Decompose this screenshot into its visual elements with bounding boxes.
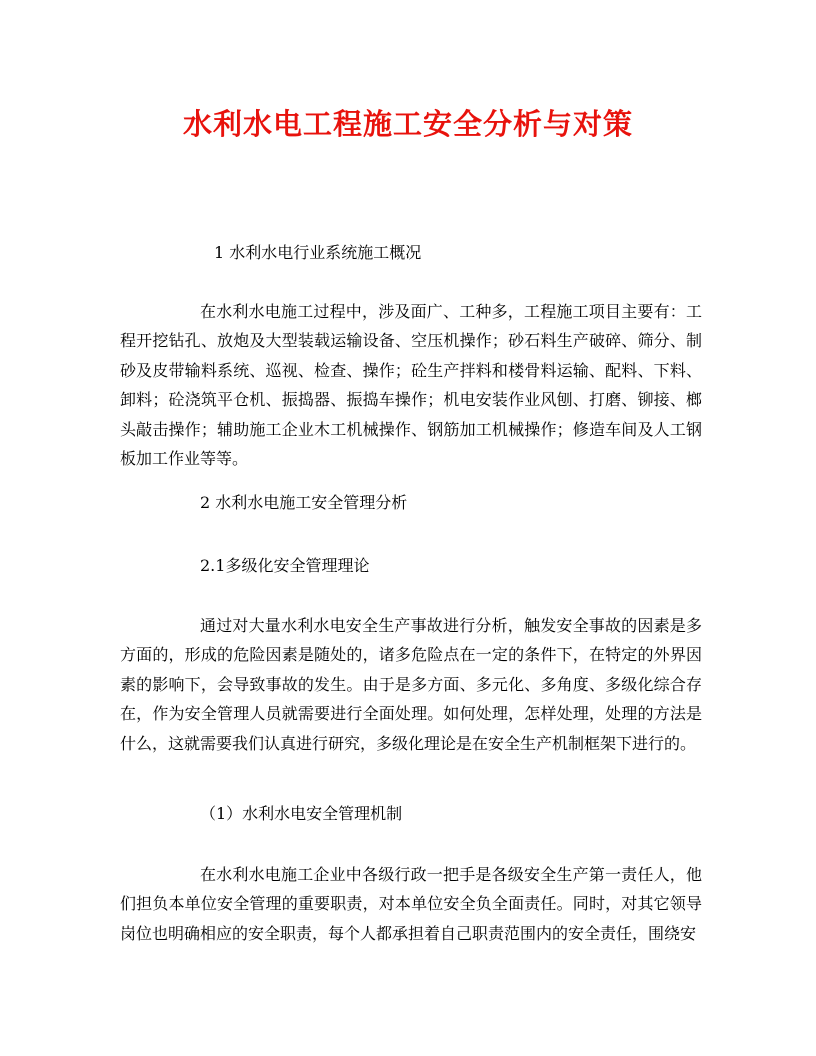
subsection-heading-2-1: 2.1多级化安全管理理论 xyxy=(200,556,370,575)
paragraph-management-mechanism: 在水利水电施工企业中各级行政一把手是各级安全生产第一责任人，他们担负本单位安全管理的重要职责，对本单位安全负全面责任。同时，对其它领导岗位也明确相应的安全职责，每个人都承担着自己职责范围内的安全责任，围绕安 xyxy=(120,865,702,943)
paragraph-multilevel-theory: 通过对大量水利水电安全生产事故进行分析，触发安全事故的因素是多方面的，形成的危险因素是随处的，诸多危险点在一定的条件下，在特定的外界因素的影响下，会导致事故的发生。由于是多方面、多元化、多角度、多级化综合存在，作为安全管理人员就需要进行全面处理。如何处理，怎样处理，处理的方法是什么，这就需要我们认真进行研究，多级化理论是在安全生产机制框架下进行的。 xyxy=(120,616,702,753)
paragraph-construction-overview: 在水利水电施工过程中，涉及面广、工种多，工程施工项目主要有：工程开挖钻孔、放炮及大型装载运输设备、空压机操作；砂石料生产破碎、筛分、制砂及皮带输料系统、巡视、检查、操作；砼生产拌料和楼骨料运输、配料、下料、卸料；砼浇筑平仓机、振捣器、振捣车操作；机电安装作业风刨、打磨、铆接、榔头敲击操作；辅助施工企业木工机械操作、钢筋加工机械操作；修造车间及人工钢板加工作业等等。 xyxy=(120,302,702,469)
document-title: 水利水电工程施工安全分析与对策 xyxy=(182,107,633,141)
section-heading-1: 1 水利水电行业系统施工概况 xyxy=(214,243,422,262)
section-heading-2: 2 水利水电施工安全管理分析 xyxy=(200,493,408,512)
subsection-heading-mechanism: （1）水利水电安全管理机制 xyxy=(200,804,403,823)
